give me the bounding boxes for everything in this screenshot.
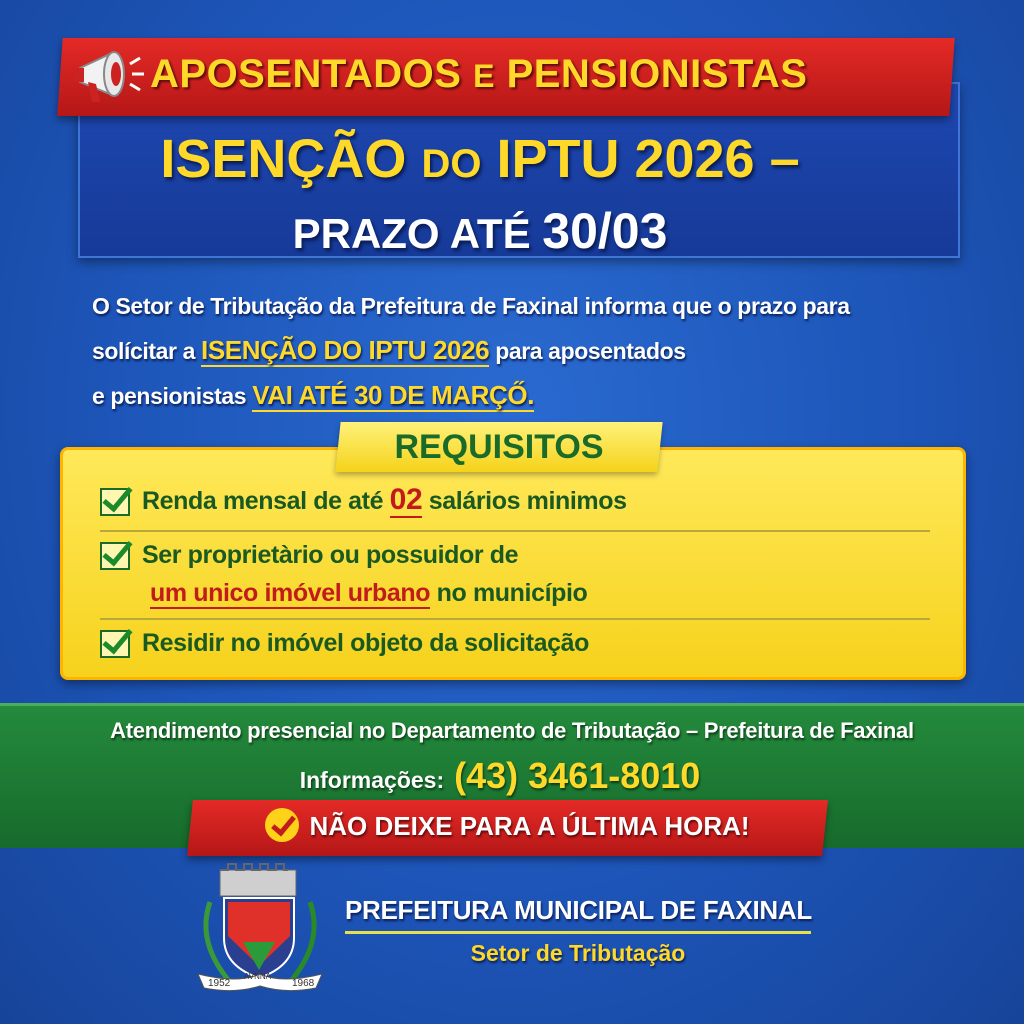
banner-heading: APOSENTADOS E PENSIONISTAS <box>150 52 808 96</box>
svg-text:1968: 1968 <box>292 978 315 989</box>
intro-paragraph: O Setor de Tributação da Prefeitura de Faxinal informa que o prazo para solícitar a ISENÇÃO DO IPTU 2026 para aposentados e pensionistas VAI ATÉ 30 DE MARÇŐ. <box>92 293 850 410</box>
footer-subtitle: Setor de Tributação <box>470 940 686 966</box>
divider <box>100 530 930 532</box>
requirements-title: REQUISITOS <box>394 428 604 466</box>
checkmark-icon <box>100 488 130 516</box>
alert-text: NÃO DEIXE PARA A ÚLTIMA HORA! <box>190 811 825 845</box>
phone-number[interactable]: (43) 3461-8010 <box>454 755 701 796</box>
divider <box>345 931 811 934</box>
divider <box>100 618 930 620</box>
footer-title: PREFEITURA MUNICIPAL DE FAXINAL <box>345 895 812 925</box>
main-title: ISENÇÃO DO IPTU 2026 – <box>160 129 800 189</box>
deadline-title: PRAZO ATÉ 30/03 <box>292 203 668 259</box>
megaphone-icon <box>70 44 146 108</box>
checkmark-icon <box>100 542 130 570</box>
contact-text: Atendimento presencial no Departamento de Tributação – Prefeitura de Faxinal <box>110 718 914 743</box>
svg-text:AVNNA: AVNNA <box>244 972 271 981</box>
requirement-item: Residir no imóvel objeto da solicitação <box>100 624 589 662</box>
checkmark-icon <box>100 630 130 658</box>
svg-text:1952: 1952 <box>208 978 231 989</box>
requirement-item: Ser proprietàrio ou possuidor de um unico imóvel urbano no município <box>100 536 587 612</box>
check-circle-icon <box>265 808 299 842</box>
phone-line: Informações: (43) 3461-8010 <box>299 755 701 796</box>
municipal-coat-of-arms <box>188 862 333 992</box>
requirement-item: Renda mensal de até 02 salários minimos <box>100 481 627 520</box>
